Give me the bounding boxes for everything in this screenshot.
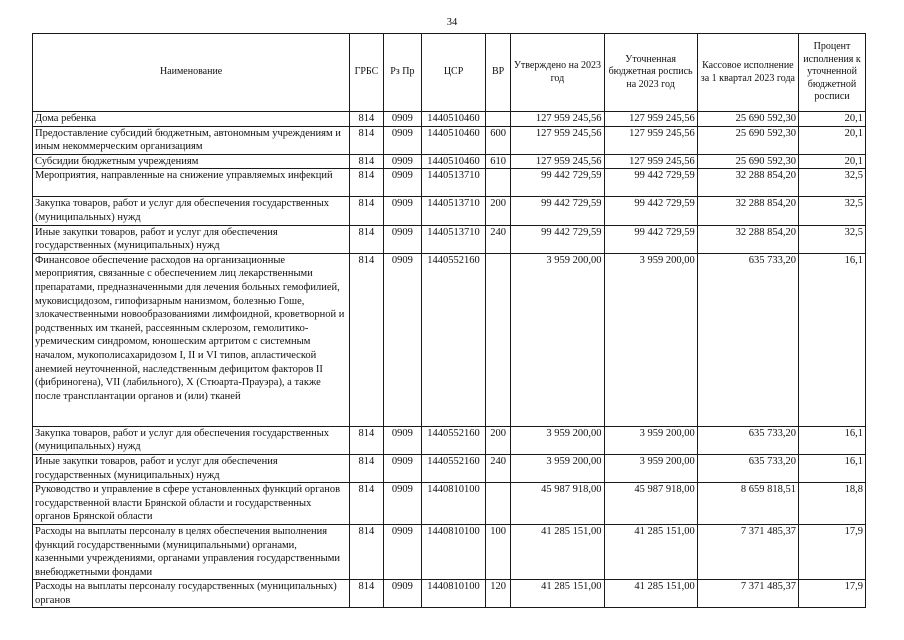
row-cash: 635 733,20: [697, 426, 798, 454]
row-revised: 3 959 200,00: [604, 426, 697, 454]
row-csr: 1440513710: [422, 197, 486, 225]
row-rzpr: 0909: [383, 169, 422, 197]
row-rzpr: 0909: [383, 154, 422, 169]
row-percent: 20,1: [799, 154, 866, 169]
row-vr: [485, 112, 510, 127]
row-name: Субсидии бюджетным учреждениям: [33, 154, 350, 169]
row-revised: 99 442 729,59: [604, 169, 697, 197]
row-percent: 20,1: [799, 126, 866, 154]
row-csr: 1440513710: [422, 169, 486, 197]
row-vr: 240: [485, 225, 510, 253]
row-grbs: 814: [350, 126, 383, 154]
row-grbs: 814: [350, 483, 383, 525]
row-vr: [485, 253, 510, 426]
header-grbs: ГРБС: [350, 34, 383, 112]
table-row: [33, 225, 866, 253]
row-cash: 32 288 854,20: [697, 225, 798, 253]
table-header-row: [33, 34, 866, 112]
row-revised: 45 987 918,00: [604, 483, 697, 525]
row-rzpr: 0909: [383, 253, 422, 426]
row-vr: 600: [485, 126, 510, 154]
table-row: [33, 169, 866, 197]
row-percent: 17,9: [799, 524, 866, 579]
row-name: Иные закупки товаров, работ и услуг для обеспечения государственных (муниципальных) нужд: [33, 454, 350, 482]
row-grbs: 814: [350, 580, 383, 608]
row-name: Иные закупки товаров, работ и услуг для обеспечения государственных (муниципальных) нужд: [33, 225, 350, 253]
table-row: [33, 454, 866, 482]
row-grbs: 814: [350, 426, 383, 454]
row-approved: 3 959 200,00: [511, 454, 604, 482]
page-number: 34: [446, 17, 458, 28]
row-csr: 1440510460: [422, 112, 486, 127]
row-vr: 120: [485, 580, 510, 608]
row-grbs: 814: [350, 253, 383, 426]
table-row: [33, 197, 866, 225]
table-row: [33, 580, 866, 608]
row-rzpr: 0909: [383, 426, 422, 454]
row-rzpr: 0909: [383, 112, 422, 127]
table-row: [33, 524, 866, 579]
row-percent: 32,5: [799, 225, 866, 253]
row-grbs: 814: [350, 524, 383, 579]
row-vr: 240: [485, 454, 510, 482]
row-rzpr: 0909: [383, 483, 422, 525]
row-cash: 7 371 485,37: [697, 524, 798, 579]
row-csr: 1440552160: [422, 253, 486, 426]
row-csr: 1440810100: [422, 524, 486, 579]
header-rzpr: Рз Пр: [383, 34, 422, 112]
row-revised: 3 959 200,00: [604, 454, 697, 482]
table-body: [33, 112, 866, 608]
row-cash: 8 659 818,51: [697, 483, 798, 525]
row-rzpr: 0909: [383, 126, 422, 154]
row-approved: 3 959 200,00: [511, 253, 604, 426]
row-approved: 3 959 200,00: [511, 426, 604, 454]
row-percent: 16,1: [799, 253, 866, 426]
table-row: [33, 112, 866, 127]
row-grbs: 814: [350, 154, 383, 169]
row-grbs: 814: [350, 197, 383, 225]
row-approved: 127 959 245,56: [511, 112, 604, 127]
row-approved: 45 987 918,00: [511, 483, 604, 525]
table-row: [33, 483, 866, 525]
header-percent: Процент исполнения к уточненной бюджетной росписи: [799, 34, 866, 112]
row-approved: 99 442 729,59: [511, 197, 604, 225]
row-vr: [485, 483, 510, 525]
row-name: Расходы на выплаты персоналу в целях обеспечения выполнения функций государственными (муниципальными) органами, казенными учреждениями, органами управления государственными внебюджетными фондами: [33, 524, 350, 579]
header-revised: Уточненная бюджетная роспись на 2023 год: [604, 34, 697, 112]
row-percent: 16,1: [799, 426, 866, 454]
row-csr: 1440510460: [422, 126, 486, 154]
row-percent: 20,1: [799, 112, 866, 127]
row-grbs: 814: [350, 225, 383, 253]
row-vr: 200: [485, 197, 510, 225]
row-percent: 32,5: [799, 169, 866, 197]
header-approved: Утверждено на 2023 год: [511, 34, 604, 112]
row-percent: 17,9: [799, 580, 866, 608]
row-name: Руководство и управление в сфере установленных функций органов государственной власти Брянской области и государственных органов Брянской области: [33, 483, 350, 525]
row-name: Расходы на выплаты персоналу государственных (муниципальных) органов: [33, 580, 350, 608]
row-approved: 41 285 151,00: [511, 524, 604, 579]
row-name: Дома ребенка: [33, 112, 350, 127]
row-percent: 18,8: [799, 483, 866, 525]
row-approved: 99 442 729,59: [511, 225, 604, 253]
row-cash: 25 690 592,30: [697, 112, 798, 127]
header-cash: Кассовое исполнение за 1 квартал 2023 года: [697, 34, 798, 112]
row-csr: 1440810100: [422, 580, 486, 608]
row-revised: 127 959 245,56: [604, 126, 697, 154]
header-name: Наименование: [33, 34, 350, 112]
row-rzpr: 0909: [383, 580, 422, 608]
row-vr: 610: [485, 154, 510, 169]
row-cash: 635 733,20: [697, 253, 798, 426]
row-revised: 41 285 151,00: [604, 580, 697, 608]
row-cash: 635 733,20: [697, 454, 798, 482]
row-vr: [485, 169, 510, 197]
row-revised: 99 442 729,59: [604, 225, 697, 253]
row-name: Закупка товаров, работ и услуг для обеспечения государственных (муниципальных) нужд: [33, 197, 350, 225]
row-revised: 127 959 245,56: [604, 112, 697, 127]
row-cash: 25 690 592,30: [697, 154, 798, 169]
row-vr: 100: [485, 524, 510, 579]
row-revised: 41 285 151,00: [604, 524, 697, 579]
row-approved: 41 285 151,00: [511, 580, 604, 608]
row-csr: 1440552160: [422, 426, 486, 454]
row-rzpr: 0909: [383, 524, 422, 579]
row-rzpr: 0909: [383, 454, 422, 482]
row-approved: 99 442 729,59: [511, 169, 604, 197]
row-approved: 127 959 245,56: [511, 154, 604, 169]
row-approved: 127 959 245,56: [511, 126, 604, 154]
row-vr: 200: [485, 426, 510, 454]
row-percent: 16,1: [799, 454, 866, 482]
table-row: [33, 426, 866, 454]
header-vr: ВР: [485, 34, 510, 112]
row-revised: 127 959 245,56: [604, 154, 697, 169]
row-grbs: 814: [350, 112, 383, 127]
table-row: [33, 253, 866, 426]
row-percent: 32,5: [799, 197, 866, 225]
table-row: [33, 126, 866, 154]
row-csr: 1440810100: [422, 483, 486, 525]
row-cash: 32 288 854,20: [697, 197, 798, 225]
row-csr: 1440552160: [422, 454, 486, 482]
row-cash: 25 690 592,30: [697, 126, 798, 154]
row-csr: 1440513710: [422, 225, 486, 253]
row-name: Предоставление субсидий бюджетным, автономным учреждениям и иным некоммерческим организациям: [33, 126, 350, 154]
row-rzpr: 0909: [383, 225, 422, 253]
row-cash: 32 288 854,20: [697, 169, 798, 197]
row-name: Мероприятия, направленные на снижение управляемых инфекций: [33, 169, 350, 197]
row-grbs: 814: [350, 169, 383, 197]
row-csr: 1440510460: [422, 154, 486, 169]
row-revised: 3 959 200,00: [604, 253, 697, 426]
header-csr: ЦСР: [422, 34, 486, 112]
row-name: Финансовое обеспечение расходов на организационные мероприятия, связанные с обеспечением лиц лекарственными препаратами, предназначенными для лечения больных гемофилией, муковисцидозом, гипофизарным нанизмом, болезнью Гоше, злокачественными новообразованиями лимфоидной, кроветворной и родственных им тканей, рассеянным склерозом, гемолитико-уремическим синдромом, юношеским артритом с системным началом, мукополисахаридозом I, II и VI типов, апластической анемией неуточненной, наследственным дефицитом факторов II (фибриногена), VII (лабильного), X (Стюарта-Прауэра), а также после трансплантации органов и (или) тканей: [33, 253, 350, 426]
budget-execution-table: [32, 33, 866, 608]
row-rzpr: 0909: [383, 197, 422, 225]
row-revised: 99 442 729,59: [604, 197, 697, 225]
table-row: [33, 154, 866, 169]
row-grbs: 814: [350, 454, 383, 482]
row-cash: 7 371 485,37: [697, 580, 798, 608]
row-name: Закупка товаров, работ и услуг для обеспечения государственных (муниципальных) нужд: [33, 426, 350, 454]
